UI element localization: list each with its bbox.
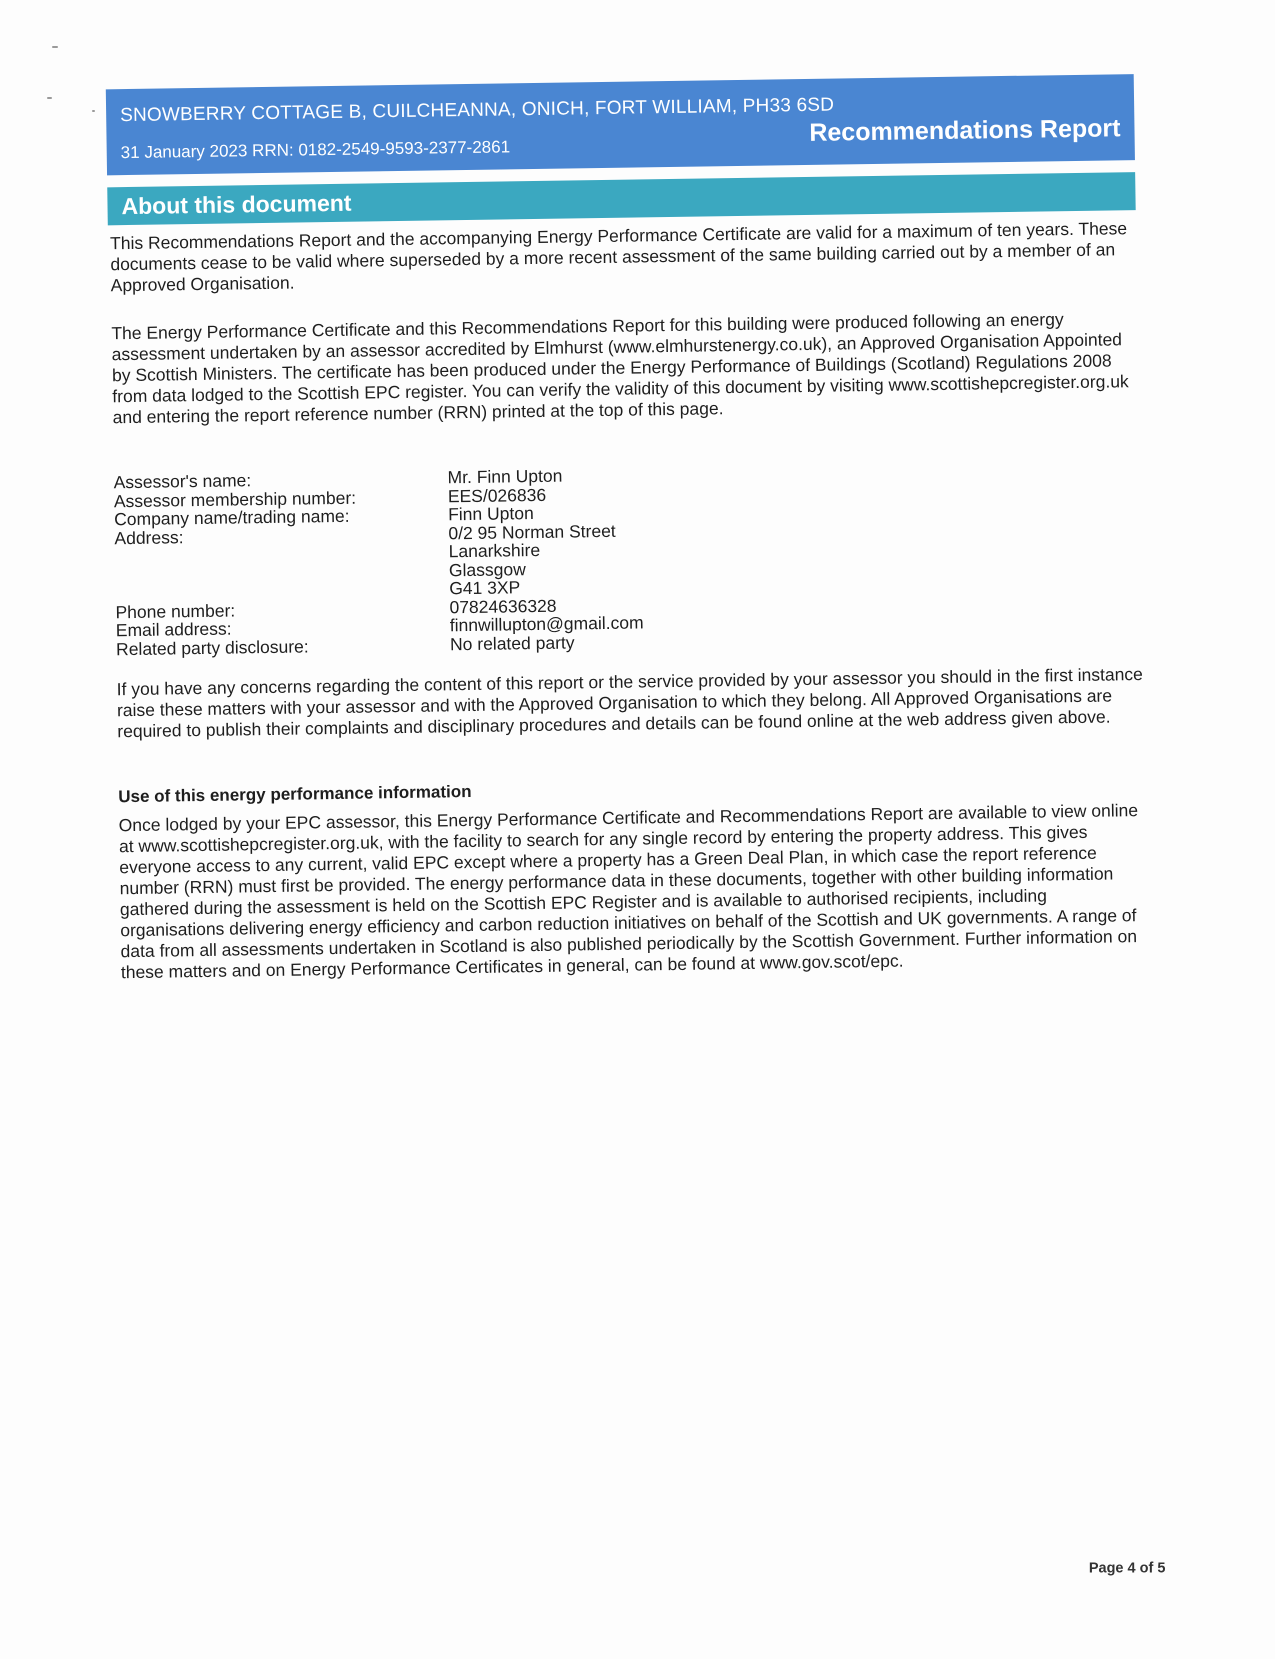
- property-address: SNOWBERRY COTTAGE B, CUILCHEANNA, ONICH, FORT WILLIAM, PH33 6SD: [120, 94, 835, 127]
- section-header: [107, 172, 1135, 225]
- use-info-paragraph: Once lodged by your EPC assessor, this Energy Performance Certificate and Recommendations Report are available to view online at www.scottishepcregister.org.uk, with the facility to search for any single record by entering the property address. This gives everyone access to any current, valid EPC except where a property has a Green Deal Plan, in which case the report reference number (RRN) must first be provided. The energy performance data in these documents, together with other building information gathered during the assessment is held on the Scottish EPC Register and is available to authorised recipients, including organisations delivering energy efficiency and carbon reduction initiatives on behalf of the Scottish and UK governments. A range of data from all assessments undertaken in Scotland is also published periodically by the Scottish Government. Further information on these matters and on Energy Performance Certificates in general, can be found at www.gov.scot/epc.: [118, 800, 1139, 983]
- report-title: Recommendations Report: [809, 114, 1121, 147]
- address-line: G41 3XP: [449, 577, 521, 599]
- scan-speck: [47, 97, 52, 99]
- address-line: 0/2 95 Norman Street: [448, 520, 616, 543]
- related-party-label: Related party disclosure:: [115, 635, 309, 659]
- concerns-paragraph: If you have any concerns regarding the content of this report or the service provided by your assessor you should in the first instance raise these matters with your assessor and with the Approved Organisation to which they belong. All Approved Organisations are required to publish their complaints and disciplinary procedures and details can be found online at the web address given above.: [116, 664, 1143, 742]
- page-number: Page 4 of 5: [1088, 1560, 1166, 1577]
- scan-speck: [52, 46, 58, 48]
- address-label: Address:: [114, 526, 184, 548]
- company-label: Company name/trading name:: [114, 505, 350, 530]
- date-and-rrn: 31 January 2023 RRN: 0182-2549-9593-2377-2861: [120, 137, 511, 163]
- related-party-value: No related party: [449, 631, 575, 654]
- assessor-name-label: Assessor's name:: [113, 470, 252, 493]
- validity-paragraph: This Recommendations Report and the accompanying Energy Performance Certificate are valid for a maximum of ten years. These documents cease to be valid where superseded by a more recent assessment of the same building carried out by a member of an Approved Organisation.: [109, 218, 1128, 296]
- membership-value: EES/026836: [447, 484, 547, 506]
- email-value: finnwillupton@gmail.com: [449, 612, 644, 636]
- address-value: [448, 518, 815, 597]
- phone-value: 07824636328: [449, 595, 557, 617]
- assessor-name-value: Mr. Finn Upton: [447, 465, 563, 488]
- company-value: Finn Upton: [447, 503, 534, 525]
- section-title: About this document: [121, 189, 352, 220]
- use-info-heading: Use of this energy performance information: [118, 781, 472, 807]
- address-row: [114, 518, 815, 602]
- address-line: Glassgow: [448, 558, 526, 580]
- assessor-details: [113, 463, 816, 658]
- membership-label: Assessor membership number:: [113, 487, 357, 511]
- header-band: [106, 74, 1135, 175]
- production-paragraph: The Energy Performance Certificate and this Recommendations Report for this building were produced following an energy assessment undertaken by an assessor accredited by Elmhurst (www.elmhurstenergy.co.uk), an Approved Organisation Appointed by Scottish Ministers. The certificate has been produced under the Energy Performance of Buildings (Scotland) Regulations 2008 from data lodged to the Scottish EPC register. You can verify the validity of this document by visiting www.scottishepcregister.org.uk and entering the report reference number (RRN) printed at the top of this page.: [111, 309, 1129, 428]
- address-line: Lanarkshire: [448, 539, 541, 562]
- scan-speck: [92, 110, 95, 112]
- phone-label: Phone number:: [115, 599, 236, 622]
- email-label: Email address:: [115, 618, 232, 641]
